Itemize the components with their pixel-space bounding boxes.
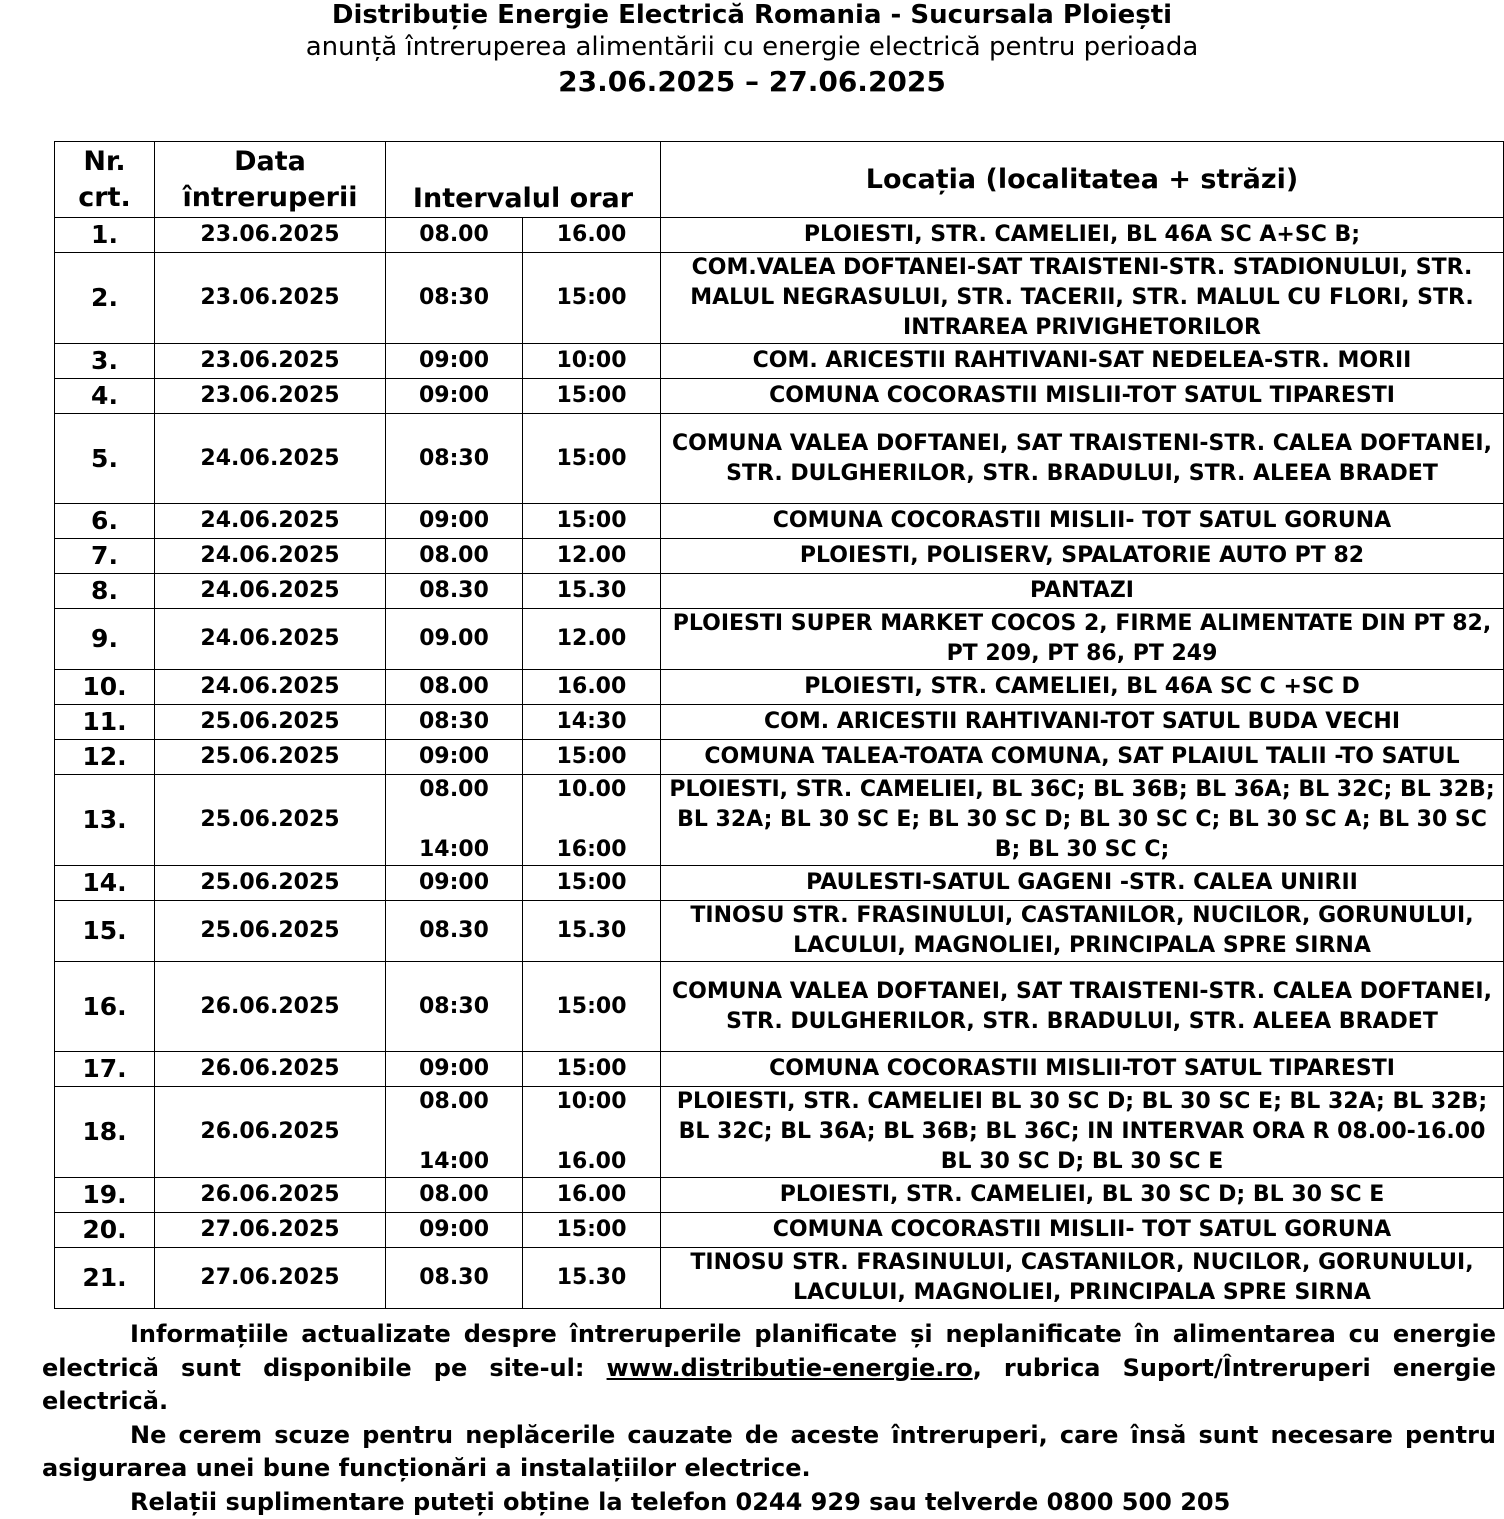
row-end-time: 15:00: [523, 504, 661, 539]
info-text-after: , rubrica Suport/Întreruperi energie electrică.: [42, 1354, 1496, 1416]
header-location: Locația (localitatea + străzi): [661, 142, 1504, 218]
row-start-time: 09:00: [386, 1213, 523, 1248]
row-location: PLOIESTI, STR. CAMELIEI BL 30 SC D; BL 30 SC E; BL 32A; BL 32B; BL 32C; BL 36A; BL 36B; BL 36C; IN INTERVAR ORA R 08.00-16.00 BL 30 SC D; BL 30 SC E: [661, 1087, 1504, 1178]
row-start-time: 08:30: [386, 414, 523, 504]
row-end-time: 12.00: [523, 539, 661, 574]
row-location: PLOIESTI, STR. CAMELIEI, BL 46A SC C +SC D: [661, 670, 1504, 705]
row-location: TINOSU STR. FRASINULUI, CASTANILOR, NUCILOR, GORUNULUI, LACULUI, MAGNOLIEI, PRINCIPALA SPRE SIRNA: [661, 1248, 1504, 1309]
row-start-times: [386, 1087, 523, 1178]
row-number: 18.: [55, 1087, 155, 1178]
row-date: 26.06.2025: [155, 1052, 386, 1087]
table-row: [55, 962, 1504, 1052]
row-end-times: [523, 775, 661, 866]
row-end-time: 10:00: [523, 1087, 660, 1117]
row-number: 21.: [55, 1248, 155, 1309]
row-location: COMUNA COCORASTII MISLII-TOT SATUL TIPARESTI: [661, 1052, 1504, 1087]
row-end-time: 15:00: [523, 740, 661, 775]
row-start-time: 08.00: [386, 1178, 523, 1213]
row-end-time: 15:00: [523, 1052, 661, 1087]
row-number: 3.: [55, 344, 155, 379]
row-location: COMUNA COCORASTII MISLII- TOT SATUL GORUNA: [661, 1213, 1504, 1248]
row-end-times: [523, 1087, 661, 1178]
table-row: [55, 253, 1504, 344]
row-end-time: 16.00: [523, 1178, 661, 1213]
row-date: 24.06.2025: [155, 670, 386, 705]
row-start-time: 08.30: [386, 574, 523, 609]
table-body: [55, 218, 1504, 1309]
row-start-time: 08.30: [386, 1248, 523, 1309]
row-start-time: 08.00: [386, 775, 522, 805]
row-start-time: 08.00: [386, 1087, 522, 1117]
row-date: 23.06.2025: [155, 253, 386, 344]
row-end-time: 10.00: [523, 775, 660, 805]
row-end-time: 15.30: [523, 1248, 661, 1309]
row-location: COMUNA VALEA DOFTANEI, SAT TRAISTENI-STR. CALEA DOFTANEI, STR. DULGHERILOR, STR. BRADULUI, STR. ALEEA BRADET: [661, 962, 1504, 1052]
row-number: 12.: [55, 740, 155, 775]
row-date: 23.06.2025: [155, 344, 386, 379]
header-interval: Intervalul orar: [386, 142, 661, 218]
header-date: [155, 142, 386, 218]
row-start-time: 09.00: [386, 609, 523, 670]
notice-footer: [42, 1318, 1496, 1519]
row-date: 25.06.2025: [155, 866, 386, 901]
row-location: PLOIESTI, STR. CAMELIEI, BL 30 SC D; BL 30 SC E: [661, 1178, 1504, 1213]
row-start-time: 09:00: [386, 866, 523, 901]
row-location: COM. ARICESTII RAHTIVANI-SAT NEDELEA-STR. MORII: [661, 344, 1504, 379]
row-end-time: 12.00: [523, 609, 661, 670]
table-row: [55, 1087, 1504, 1178]
row-start-time: 08.30: [386, 901, 523, 962]
website-link[interactable]: www.distributie-energie.ro: [607, 1354, 973, 1382]
row-location: PAULESTI-SATUL GAGENI -STR. CALEA UNIRII: [661, 866, 1504, 901]
row-number: 20.: [55, 1213, 155, 1248]
row-start-time-2: 14:00: [386, 1147, 522, 1177]
row-date: 24.06.2025: [155, 574, 386, 609]
table-row: [55, 705, 1504, 740]
row-location: TINOSU STR. FRASINULUI, CASTANILOR, NUCILOR, GORUNULUI, LACULUI, MAGNOLIEI, PRINCIPALA SPRE SIRNA: [661, 901, 1504, 962]
table-row: [55, 539, 1504, 574]
row-date: 26.06.2025: [155, 1178, 386, 1213]
header-nr-line2: crt.: [55, 180, 154, 216]
row-start-time: 09:00: [386, 344, 523, 379]
row-number: 8.: [55, 574, 155, 609]
row-end-time: 15:00: [523, 414, 661, 504]
row-end-time-2: 16.00: [523, 1147, 660, 1177]
row-number: 7.: [55, 539, 155, 574]
header-date-line2: întreruperii: [155, 180, 385, 216]
table-header-row: [55, 142, 1504, 218]
row-end-time: 15.30: [523, 574, 661, 609]
table-row: [55, 901, 1504, 962]
row-number: 10.: [55, 670, 155, 705]
table-row: [55, 218, 1504, 253]
table-row: [55, 414, 1504, 504]
row-end-time: 10:00: [523, 344, 661, 379]
row-number: 17.: [55, 1052, 155, 1087]
notice-title: Distribuție Energie Electrică Romania - Sucursala Ploiești: [0, 0, 1504, 30]
row-date: 26.06.2025: [155, 1087, 386, 1178]
row-start-time: 08:30: [386, 253, 523, 344]
row-location: COMUNA COCORASTII MISLII- TOT SATUL GORUNA: [661, 504, 1504, 539]
row-end-time: 15:00: [523, 379, 661, 414]
table-row: [55, 379, 1504, 414]
row-location: PLOIESTI SUPER MARKET COCOS 2, FIRME ALIMENTATE DIN PT 82, PT 209, PT 86, PT 249: [661, 609, 1504, 670]
row-start-time-2: 14:00: [386, 835, 522, 865]
header-nr-line1: Nr.: [55, 144, 154, 180]
row-date: 26.06.2025: [155, 962, 386, 1052]
table-row: [55, 866, 1504, 901]
header-nr: [55, 142, 155, 218]
table-row: [55, 1178, 1504, 1213]
row-start-time: 09:00: [386, 1052, 523, 1087]
row-date: 25.06.2025: [155, 775, 386, 866]
row-start-time: 09:00: [386, 379, 523, 414]
row-end-time: 15:00: [523, 1213, 661, 1248]
table-row: [55, 504, 1504, 539]
row-start-time: 09:00: [386, 740, 523, 775]
table-row: [55, 670, 1504, 705]
row-date: 25.06.2025: [155, 705, 386, 740]
row-date: 25.06.2025: [155, 740, 386, 775]
table-row: [55, 775, 1504, 866]
table-row: [55, 344, 1504, 379]
row-number: 4.: [55, 379, 155, 414]
row-end-time: 15.30: [523, 901, 661, 962]
row-end-time: 14:30: [523, 705, 661, 740]
row-number: 5.: [55, 414, 155, 504]
row-start-time: 08.00: [386, 539, 523, 574]
notice-period: 23.06.2025 – 27.06.2025: [0, 64, 1504, 100]
row-date: 24.06.2025: [155, 539, 386, 574]
table-row: [55, 1052, 1504, 1087]
row-location: COM.VALEA DOFTANEI-SAT TRAISTENI-STR. STADIONULUI, STR. MALUL NEGRASULUI, STR. TACERII, STR. MALUL CU FLORI, STR. INTRAREA PRIVIGHETORILOR: [661, 253, 1504, 344]
row-end-time: 15:00: [523, 866, 661, 901]
row-end-time-2: 16:00: [523, 835, 660, 865]
row-date: 23.06.2025: [155, 379, 386, 414]
table-row: [55, 1248, 1504, 1309]
contact-paragraph: Relații suplimentare puteți obține la telefon 0244 929 sau telverde 0800 500 205: [42, 1486, 1496, 1519]
row-end-time: 16.00: [523, 670, 661, 705]
outage-schedule-table: [54, 141, 1504, 1309]
row-number: 14.: [55, 866, 155, 901]
row-number: 19.: [55, 1178, 155, 1213]
row-number: 16.: [55, 962, 155, 1052]
row-end-time: 15:00: [523, 962, 661, 1052]
row-location: COMUNA COCORASTII MISLII-TOT SATUL TIPARESTI: [661, 379, 1504, 414]
row-location: PANTAZI: [661, 574, 1504, 609]
row-number: 2.: [55, 253, 155, 344]
row-start-time: 08.00: [386, 670, 523, 705]
row-date: 24.06.2025: [155, 609, 386, 670]
row-location: PLOIESTI, POLISERV, SPALATORIE AUTO PT 82: [661, 539, 1504, 574]
info-text-before: Informațiile actualizate despre întreruperile planificate și neplanificate în alimentarea cu energie electrică sunt disponibile pe site-ul:: [42, 1320, 1496, 1382]
table-row: [55, 740, 1504, 775]
row-location: COMUNA TALEA-TOATA COMUNA, SAT PLAIUL TALII -TO SATUL: [661, 740, 1504, 775]
row-start-time: 08.00: [386, 218, 523, 253]
row-number: 15.: [55, 901, 155, 962]
row-date: 24.06.2025: [155, 414, 386, 504]
table-row: [55, 574, 1504, 609]
row-location: COM. ARICESTII RAHTIVANI-TOT SATUL BUDA VECHI: [661, 705, 1504, 740]
row-date: 23.06.2025: [155, 218, 386, 253]
row-location: PLOIESTI, STR. CAMELIEI, BL 46A SC A+SC B;: [661, 218, 1504, 253]
row-date: 25.06.2025: [155, 901, 386, 962]
row-end-time: 15:00: [523, 253, 661, 344]
apology-paragraph: Ne cerem scuze pentru neplăcerile cauzate de aceste întreruperi, care însă sunt necesare pentru asigurarea unei bune funcționări a instalațiilor electrice.: [42, 1419, 1496, 1486]
row-start-time: 08:30: [386, 962, 523, 1052]
row-start-times: [386, 775, 523, 866]
row-number: 6.: [55, 504, 155, 539]
notice-header: [0, 0, 1504, 100]
row-date: 27.06.2025: [155, 1213, 386, 1248]
row-end-time: 16.00: [523, 218, 661, 253]
row-number: 11.: [55, 705, 155, 740]
table-row: [55, 1213, 1504, 1248]
notice-subtitle: anunță întreruperea alimentării cu energie electrică pentru perioada: [0, 30, 1504, 64]
row-date: 24.06.2025: [155, 504, 386, 539]
row-number: 1.: [55, 218, 155, 253]
row-date: 27.06.2025: [155, 1248, 386, 1309]
row-number: 13.: [55, 775, 155, 866]
table-row: [55, 609, 1504, 670]
row-location: PLOIESTI, STR. CAMELIEI, BL 36C; BL 36B; BL 36A; BL 32C; BL 32B; BL 32A; BL 30 SC E; BL 30 SC D; BL 30 SC C; BL 30 SC A; BL 30 SC B; BL 30 SC C;: [661, 775, 1504, 866]
row-start-time: 09:00: [386, 504, 523, 539]
info-paragraph: [42, 1318, 1496, 1419]
row-location: COMUNA VALEA DOFTANEI, SAT TRAISTENI-STR. CALEA DOFTANEI, STR. DULGHERILOR, STR. BRADULUI, STR. ALEEA BRADET: [661, 414, 1504, 504]
row-number: 9.: [55, 609, 155, 670]
header-date-line1: Data: [155, 144, 385, 180]
row-start-time: 08:30: [386, 705, 523, 740]
